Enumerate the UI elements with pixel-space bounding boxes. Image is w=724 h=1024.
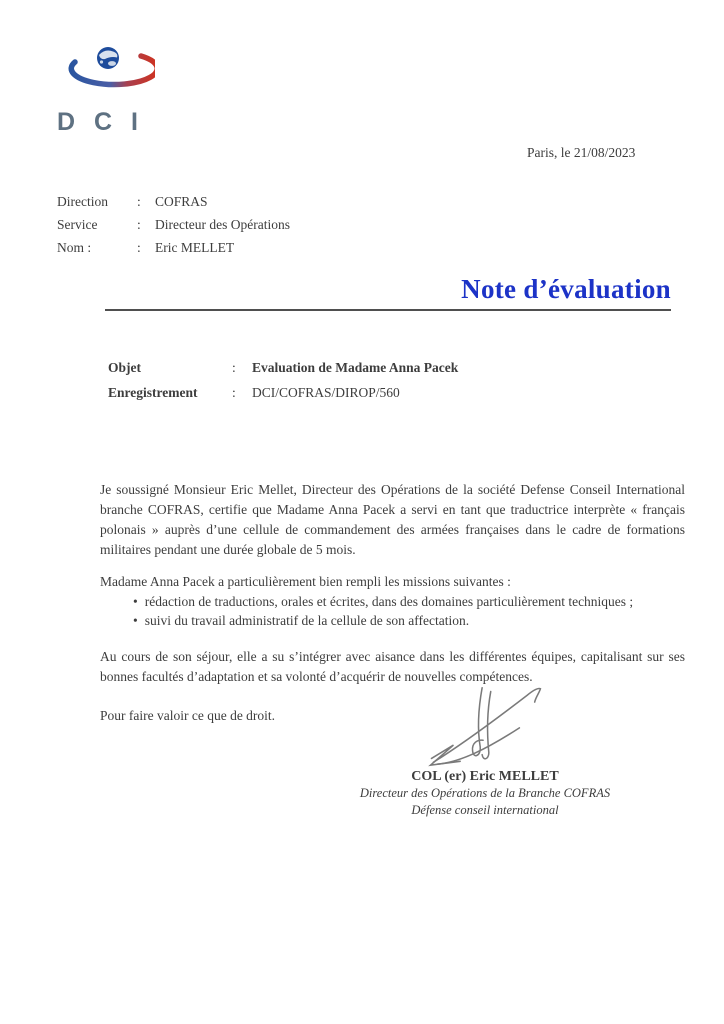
field-row-service <box>57 213 290 236</box>
dci-logo <box>55 47 163 137</box>
signatory-organization: Défense conseil international <box>411 803 559 817</box>
field-value: Evaluation de Madame Anna Pacek <box>252 360 459 375</box>
title-rule <box>105 309 671 311</box>
paragraph-missions-lead: Madame Anna Pacek a particulièrement bien rempli les missions suivantes : <box>100 574 511 589</box>
missions-bullet-list <box>100 592 685 630</box>
field-value: Directeur des Opérations <box>155 217 290 232</box>
bullet-icon: • <box>133 594 138 609</box>
date-line: Paris, le 21/08/2023 <box>527 145 636 160</box>
bullet-item <box>133 592 685 611</box>
dci-logo-graphic <box>55 47 155 97</box>
header-fields <box>57 190 290 259</box>
bullet-text: suivi du travail administratif de la cellule de son affectation. <box>144 613 470 628</box>
bullet-icon: • <box>133 613 138 628</box>
globe-icon <box>97 47 119 69</box>
field-colon: : <box>232 385 236 400</box>
bullet-text: rédaction de traductions, orales et écrites, dans des domaines particulièrement techniques ; <box>144 594 634 609</box>
field-value: Eric MELLET <box>155 240 235 255</box>
handwritten-signature <box>420 682 550 768</box>
paragraph-certification: Je soussigné Monsieur Eric Mellet, Directeur des Opérations de la société Defense Conseil International branche COFRAS, certifie que Madame Anna Pacek a servi en tant que traductrice interprète « français polonais » auprès d’une cellule de commandement des armées françaises dans le cadre de formations militaires pendant une durée globale de 5 mois. <box>100 482 685 557</box>
meta-fields <box>108 355 458 405</box>
field-label: Service <box>57 217 98 232</box>
field-colon: : <box>137 194 141 209</box>
field-value: DCI/COFRAS/DIROP/560 <box>252 385 400 400</box>
field-label: Direction <box>57 194 108 209</box>
paragraph-closing: Pour faire valoir ce que de droit. <box>100 708 276 723</box>
paragraph-sejour: Au cours de son séjour, elle a su s’intégrer avec aisance dans les différentes équipes, capitalisant sur ses bonnes facultés d’adaptation et sa volonté d’acquérir de nouvelles compétences. <box>100 649 685 684</box>
field-label: Nom : <box>57 240 92 255</box>
signature-block <box>352 682 618 819</box>
signatory-role: Directeur des Opérations de la Branche COFRAS <box>359 786 611 800</box>
field-colon: : <box>137 217 141 232</box>
title-block <box>105 274 671 311</box>
field-colon: : <box>137 240 141 255</box>
page-title: Note d’évaluation <box>461 274 671 304</box>
field-value: COFRAS <box>155 194 208 209</box>
bullet-item <box>133 611 685 630</box>
logo-letters: D C I <box>57 108 144 136</box>
field-row-objet <box>108 355 458 380</box>
field-label: Enregistrement <box>108 385 198 400</box>
signatory-name: COL (er) Eric MELLET <box>411 769 559 784</box>
field-label: Objet <box>108 360 141 375</box>
field-row-direction <box>57 190 290 213</box>
field-row-nom <box>57 236 290 259</box>
field-row-enregistrement <box>108 380 458 405</box>
field-colon: : <box>232 360 236 375</box>
